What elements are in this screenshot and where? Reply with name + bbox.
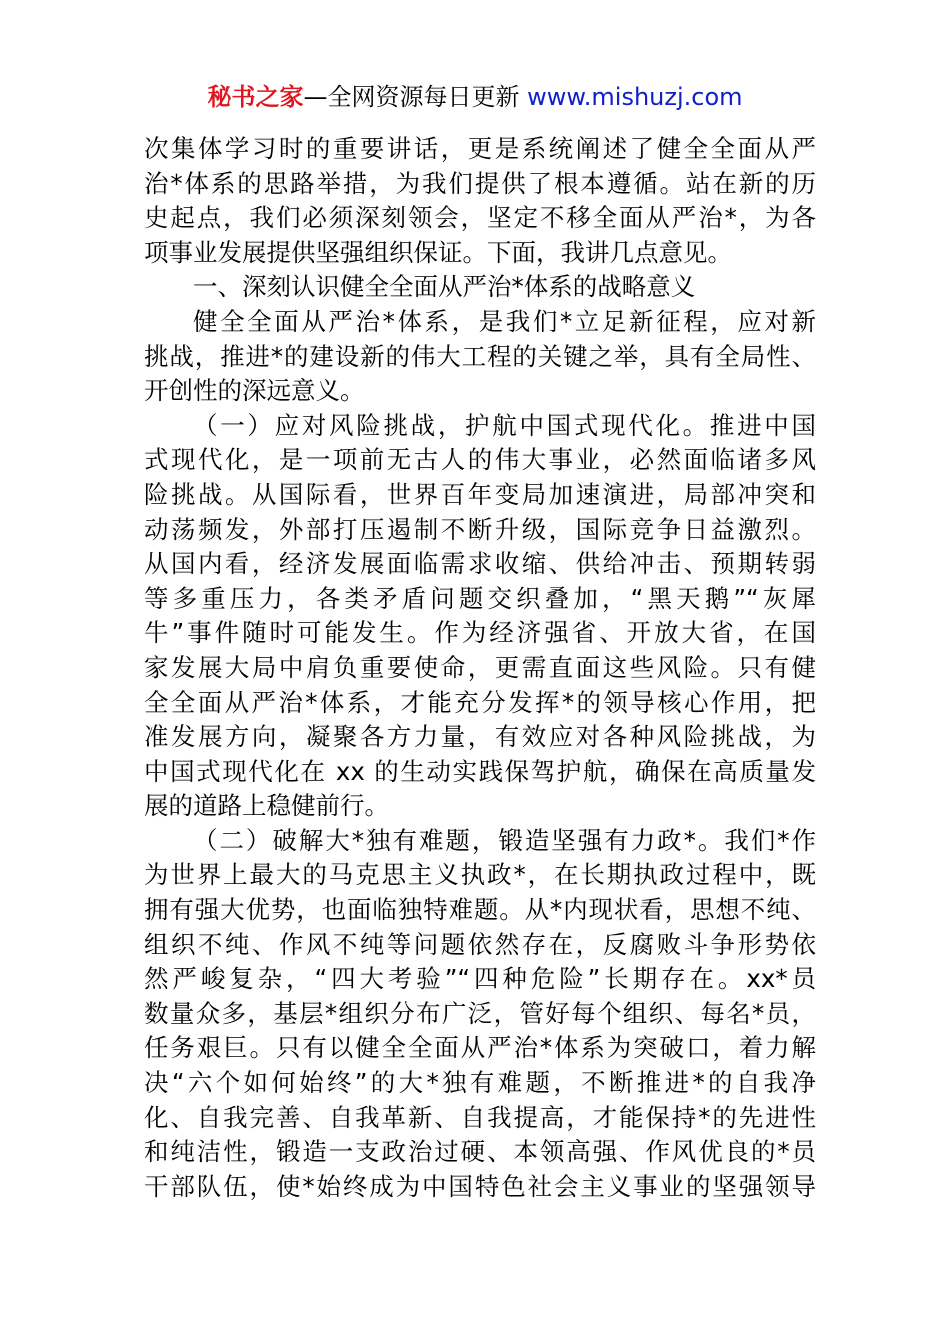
text-line: 任务艰巨。只有以健全全面从严治*体系为突破口，着力解 bbox=[144, 1033, 816, 1063]
text-line: 等多重压力，各类矛盾问题交织叠加，“黑天鹅”“灰犀 bbox=[144, 583, 816, 613]
text-line: 家发展大局中肩负重要使命，更需直面这些风险。只有健 bbox=[144, 652, 816, 682]
text-line: 开创性的深远意义。 bbox=[144, 376, 365, 406]
text-line: 挑战，推进*的建设新的伟大工程的关键之举，具有全局性、 bbox=[144, 341, 816, 371]
text-line: 次集体学习时的重要讲话，更是系统阐述了健全全面从严 bbox=[144, 134, 816, 163]
site-header bbox=[0, 80, 950, 114]
section-heading: 一、深刻认识健全全面从严治*体系的战略意义 bbox=[193, 272, 696, 302]
text-line: 准发展方向，凝聚各方力量，有效应对各种风险挑战，为 bbox=[144, 722, 816, 752]
brand-name: 秘书之家 bbox=[207, 83, 304, 111]
site-url[interactable]: www.mishuzj.com bbox=[527, 83, 743, 111]
text-line: 干部队伍，使*始终成为中国特色社会主义事业的坚强领导 bbox=[144, 1171, 816, 1201]
text-line: 式现代化，是一项前无古人的伟大事业，必然面临诸多风 bbox=[144, 445, 816, 475]
text-line: 牛”事件随时可能发生。作为经济强省、开放大省，在国 bbox=[144, 618, 816, 648]
text-line: 从国内看，经济发展面临需求收缩、供给冲击、预期转弱 bbox=[144, 549, 816, 579]
text-line: 为世界上最大的马克思主义执政*，在长期执政过程中，既 bbox=[144, 860, 816, 890]
text-line: 动荡频发，外部打压遏制不断升级，国际竞争日益激烈。 bbox=[144, 514, 816, 544]
document-body bbox=[144, 132, 816, 1204]
text-line: 史起点，我们必须深刻领会，坚定不移全面从严治*，为各 bbox=[144, 203, 816, 233]
text-line: 和纯洁性，锻造一支政治过硬、本领高强、作风优良的*员 bbox=[144, 1137, 816, 1167]
text-line: 项事业发展提供坚强组织保证。下面，我讲几点意见。 bbox=[144, 237, 732, 267]
subsection-line: （二）破解大*独有难题，锻造坚强有力政*。我们*作 bbox=[193, 825, 816, 855]
header-tagline: 全网资源每日更新 bbox=[327, 83, 520, 111]
text-line: 全全面从严治*体系，才能充分发挥*的领导核心作用，把 bbox=[144, 687, 816, 717]
text-line: 化、自我完善、自我革新、自我提高，才能保持*的先进性 bbox=[144, 1102, 816, 1132]
text-line: 组织不纯、作风不纯等问题依然存在，反腐败斗争形势依 bbox=[144, 929, 816, 959]
text-line: 拥有强大优势，也面临独特难题。从*内现状看，思想不纯、 bbox=[144, 895, 816, 925]
header-dash: — bbox=[303, 83, 328, 111]
text-line: 展的道路上稳健前行。 bbox=[144, 791, 389, 821]
text-line: 中国式现代化在 xx 的生动实践保驾护航，确保在高质量发 bbox=[144, 756, 816, 786]
text-line: 决“六个如何始终”的大*独有难题，不断推进*的自我净 bbox=[144, 1068, 816, 1098]
text-line: 数量众多，基层*组织分布广泛，管好每个组织、每名*员， bbox=[144, 998, 816, 1028]
subsection-line: （一）应对风险挑战，护航中国式现代化。推进中国 bbox=[193, 410, 816, 440]
text-line: 健全全面从严治*体系，是我们*立足新征程，应对新 bbox=[193, 306, 816, 336]
text-line: 然严峻复杂，“四大考验”“四种危险”长期存在。xx*员 bbox=[144, 964, 816, 994]
text-line: 险挑战。从国际看，世界百年变局加速演进，局部冲突和 bbox=[144, 479, 816, 509]
text-line: 治*体系的思路举措，为我们提供了根本遵循。站在新的历 bbox=[144, 168, 816, 198]
